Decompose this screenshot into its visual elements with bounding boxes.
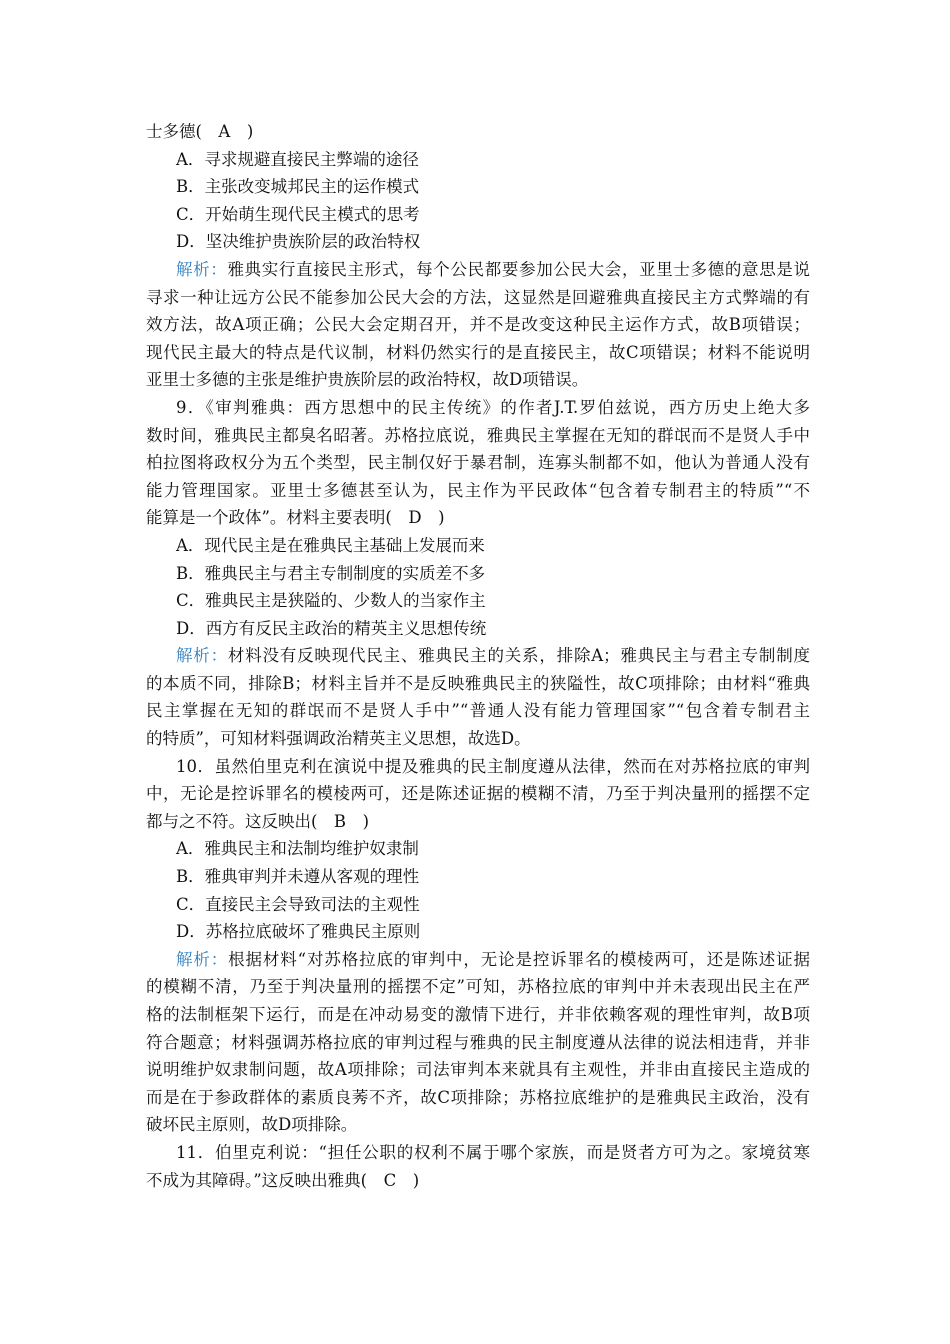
question-8 — [146, 118, 810, 394]
analysis-text: 根据材料“对苏格拉底的审判中，无论是控诉罪名的模棱两可，还是陈述证据 — [228, 949, 810, 969]
question-9-analysis — [146, 642, 810, 752]
question-9-stem-line: 能力管理国家。亚里士多德甚至认为，民主作为平民政体“包含着专制君主的特质”“不 — [146, 480, 810, 500]
question-10-stem-line: 10．虽然伯里克利在演说中提及雅典的民主制度遵从法律，然而在对苏格拉底的审判 — [176, 756, 810, 776]
analysis-line: 的模糊不清，乃至于判决量刑的摇摆不定”可知，苏格拉底的审判中并未表现出民主在严 — [146, 977, 810, 997]
question-10 — [146, 753, 810, 1139]
question-9-stem-line: 能算是一个政体”。材料主要表明( D ) — [146, 508, 445, 528]
question-10-stem-line: 都与之不符。这反映出( B ) — [146, 811, 369, 831]
analysis-line: 的本质不同，排除B；材料主旨并不是反映雅典民主的狭隘性，故C项排除；由材料“雅典 — [146, 673, 810, 693]
analysis-line: 符合题意；材料强调苏格拉底的审判过程与雅典的民主制度遵从法律的说法相违背，并非 — [146, 1032, 810, 1052]
question-9-option-a: A．现代民主是在雅典民主基础上发展而来 — [176, 535, 485, 555]
question-8-analysis — [146, 256, 810, 394]
analysis-line — [146, 256, 810, 284]
analysis-label: 解析： — [176, 949, 229, 969]
analysis-text: 雅典实行直接民主形式，每个公民都要参加公民大会，亚里士多德的意思是说 — [227, 259, 810, 279]
question-8-option-d: D．坚决维护贵族阶层的政治特权 — [176, 232, 421, 252]
document-page — [146, 118, 810, 1194]
analysis-line: 的特质”，可知材料强调政治精英主义思想，故选D。 — [146, 729, 531, 749]
analysis-line: 寻求一种让远方公民不能参加公民大会的方法，这显然是回避雅典直接民主方式弊端的有 — [146, 287, 810, 307]
analysis-text: 材料没有反映现代民主、雅典民主的关系，排除A；雅典民主与君主专制制度 — [227, 646, 810, 666]
question-10-analysis — [146, 946, 810, 1139]
analysis-line: 民主掌握在无知的群氓而不是贤人手中”“普通人没有能力管理国家”“包含着专制君主 — [146, 701, 810, 721]
question-9-stem-line: 9．《审判雅典：西方思想中的民主传统》的作者J.T.罗伯兹说，西方历史上绝大多 — [176, 397, 810, 417]
question-11-stem-line: 11．伯里克利说：“担任公职的权利不属于哪个家族，而是贤者方可为之。家境贫寒 — [176, 1142, 810, 1162]
question-10-option-c: C．直接民主会导致司法的主观性 — [176, 894, 420, 914]
analysis-line: 效方法，故A项正确；公民大会定期召开，并不是改变这种民主运作方式，故B项错误； — [146, 315, 810, 335]
question-11 — [146, 1139, 810, 1194]
question-10-option-b: B．雅典审判并未遵从客观的理性 — [176, 867, 420, 887]
question-10-option-a: A．雅典民主和法制均维护奴隶制 — [176, 839, 419, 859]
analysis-line: 破坏民主原则，故D项排除。 — [146, 1115, 358, 1135]
analysis-line — [146, 642, 810, 670]
question-9-stem-line: 柏拉图将政权分为五个类型，民主制仅好于暴君制，连寡头制都不如，他认为普通人没有 — [146, 453, 810, 473]
question-9-option-d: D．西方有反民主政治的精英主义思想传统 — [176, 618, 487, 638]
analysis-line: 现代民主最大的特点是代议制，材料仍然实行的是直接民主，故C项错误；材料不能说明 — [146, 342, 810, 362]
analysis-label: 解析： — [176, 259, 228, 279]
question-9 — [146, 394, 810, 753]
analysis-label: 解析： — [176, 646, 228, 666]
question-9-option-c: C．雅典民主是狭隘的、少数人的当家作主 — [176, 591, 486, 611]
question-8-stem-tail: 士多德( A ) — [146, 122, 254, 141]
analysis-line: 而是在于参政群体的素质良莠不齐，故C项排除；苏格拉底维护的是雅典民主政治，没有 — [146, 1087, 810, 1107]
question-8-option-a: A．寻求规避直接民主弊端的途径 — [176, 149, 419, 169]
analysis-line: 格的法制框架下运行，而是在冲动易变的激情下进行，并非依赖客观的理性审判，故B项 — [146, 1005, 810, 1024]
question-8-option-c: C．开始萌生现代民主模式的思考 — [176, 204, 420, 224]
analysis-line — [146, 946, 810, 974]
analysis-line: 亚里士多德的主张是维护贵族阶层的政治特权，故D项错误。 — [146, 370, 589, 390]
question-9-option-b: B．雅典民主与君主专制制度的实质差不多 — [176, 563, 486, 583]
question-10-option-d: D．苏格拉底破坏了雅典民主原则 — [176, 922, 421, 942]
question-11-stem-line: 不成为其障碍。”这反映出雅典( C ) — [146, 1170, 420, 1190]
analysis-line: 说明维护奴隶制问题，故A项排除；司法审判本来就具有主观性，并非由直接民主造成的 — [146, 1060, 810, 1080]
question-10-stem-line: 中，无论是控诉罪名的模棱两可，还是陈述证据的模糊不清，乃至于判决量刑的摇摆不定 — [146, 784, 810, 804]
question-8-option-b: B．主张改变城邦民主的运作模式 — [176, 177, 420, 197]
question-9-stem-line: 数时间，雅典民主都臭名昭著。苏格拉底说，雅典民主掌握在无知的群氓而不是贤人手中 — [146, 425, 810, 445]
